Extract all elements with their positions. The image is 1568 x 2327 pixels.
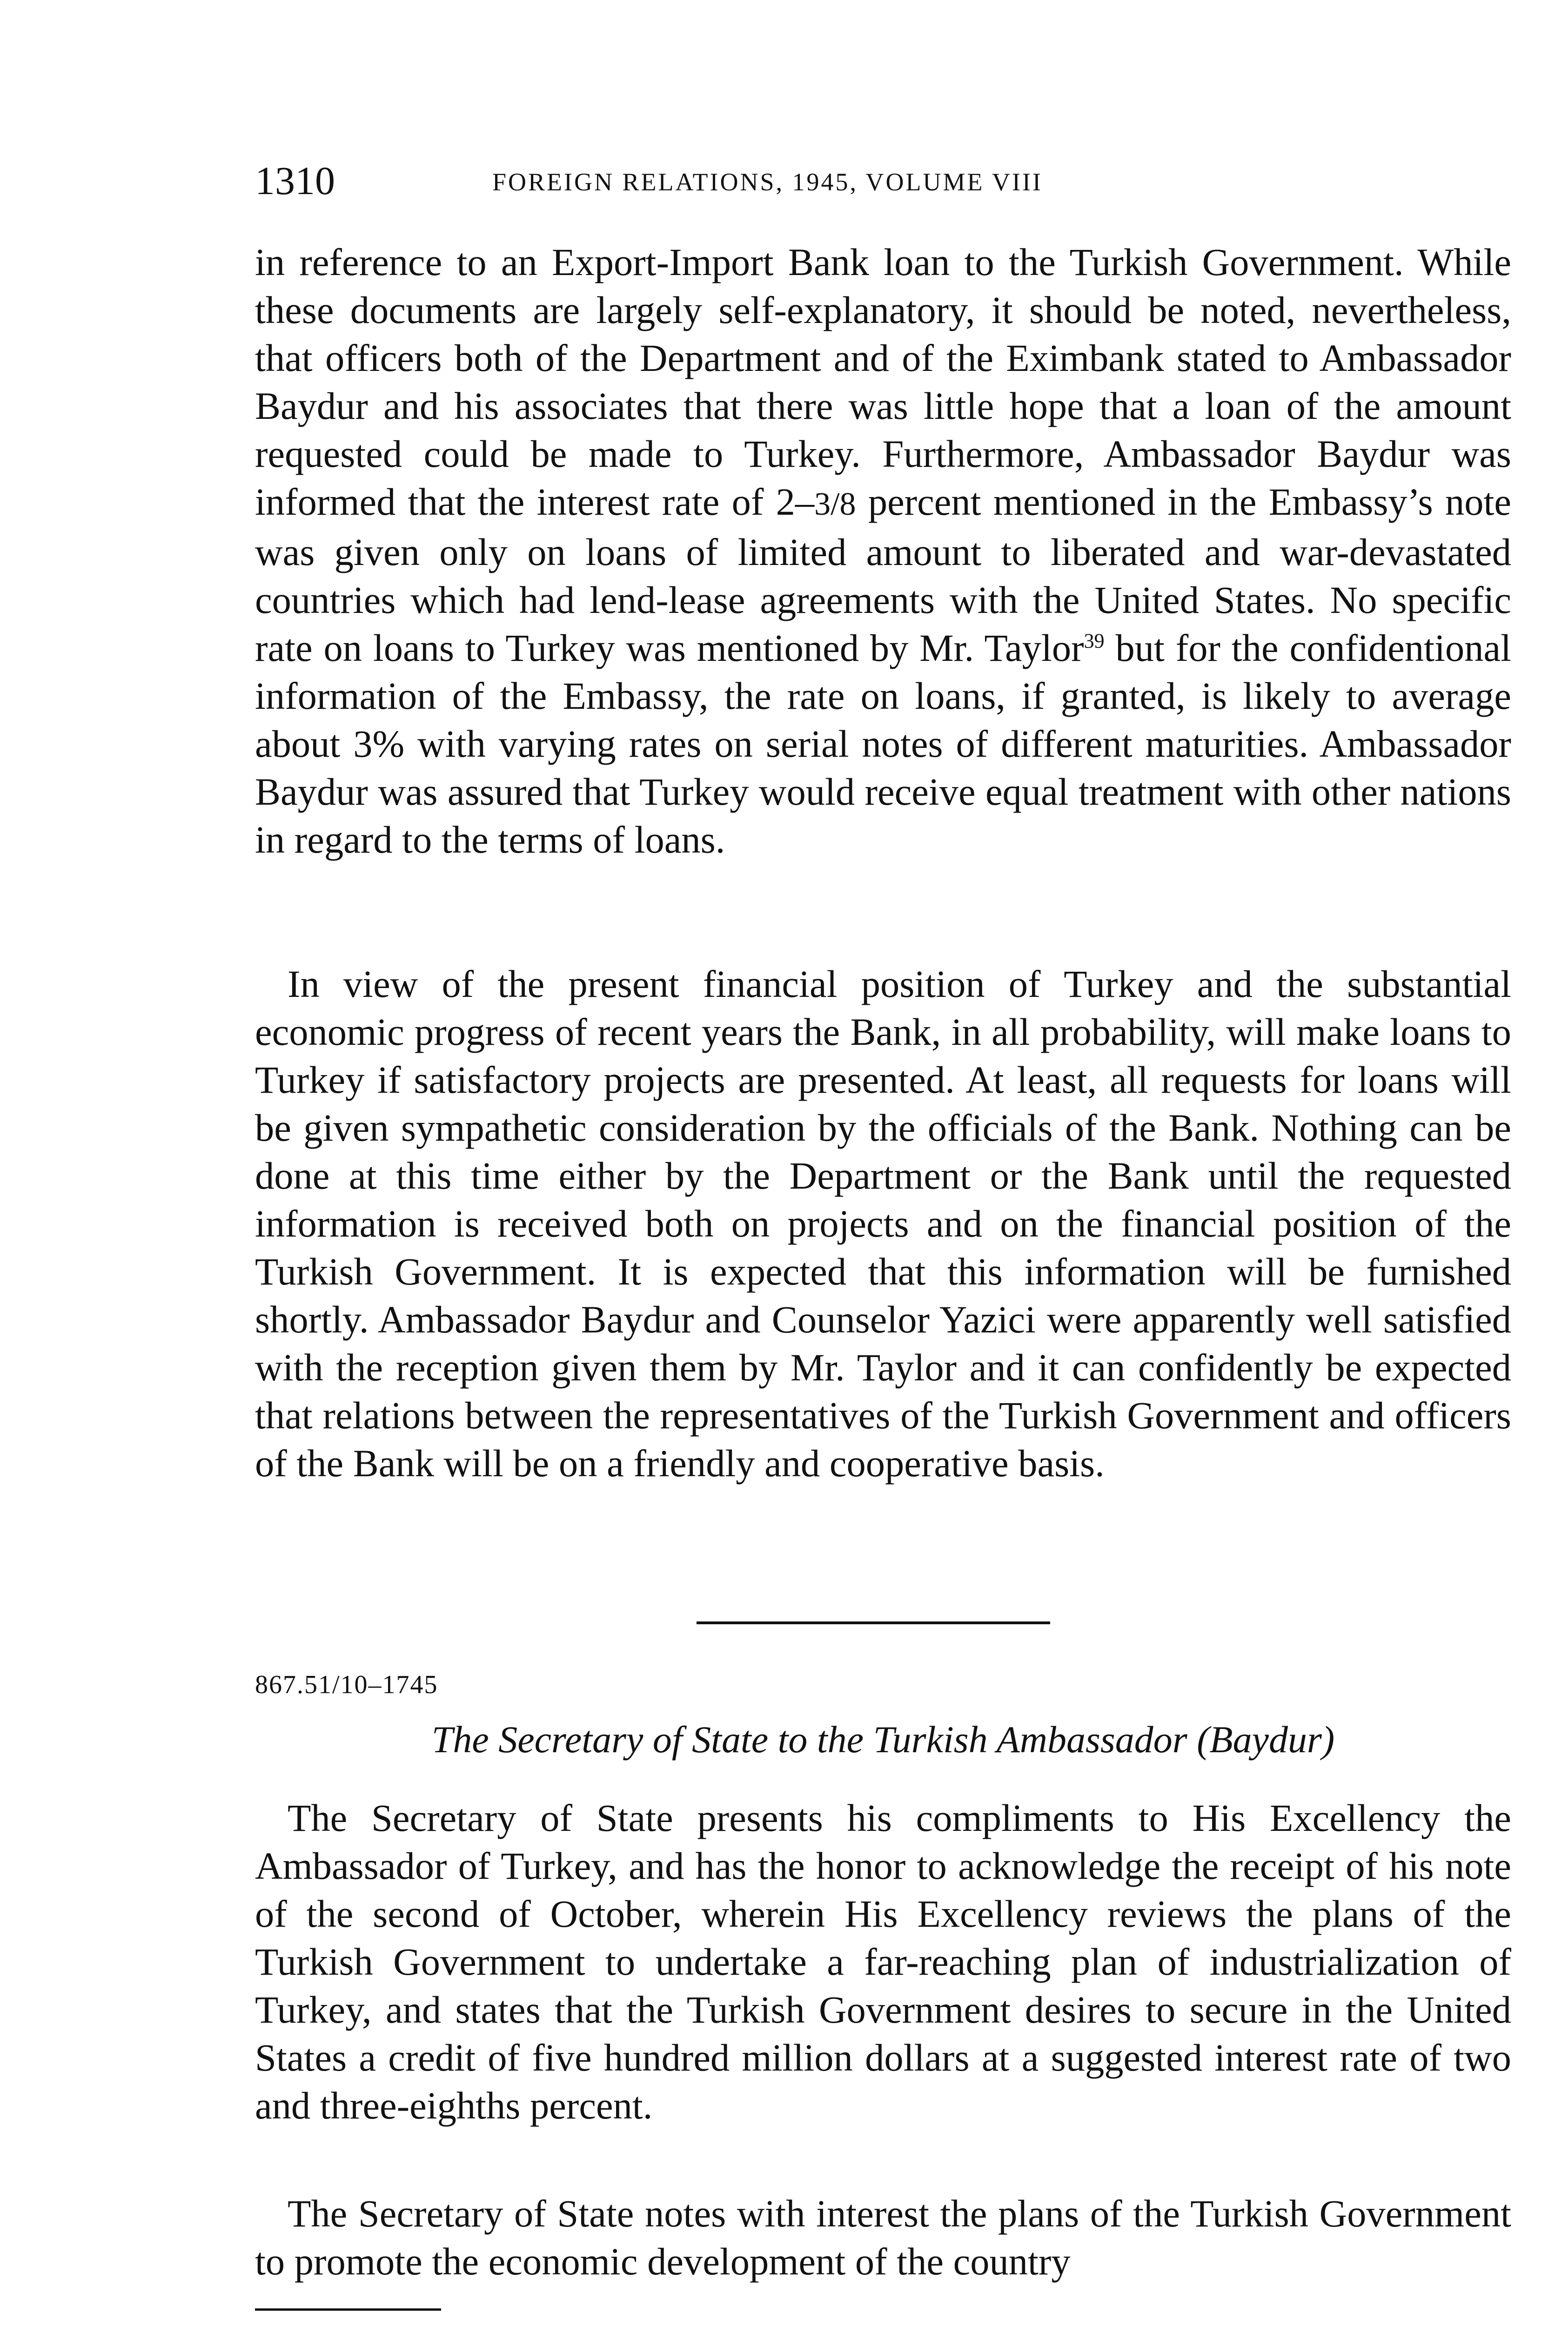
paragraph-1-text-a: in reference to an Export-Import Bank loan to the Turkish Government. While these documents are largely self-explanatory, it should be noted, nevertheless, that officers both of the Department and of the Eximbank stated to Ambassador Baydur and his associates that there was little hope that a loan of the amount requested could be made to Turkey. Furthermore, Ambassador Baydur was informed that the interest rate of 2– [255, 241, 1511, 523]
interest-fraction: 3/8 [814, 486, 856, 522]
page-number: 1310 [255, 158, 335, 203]
document-heading: The Secretary of State to the Turkish Ambassador (Baydur) [431, 1718, 1335, 1761]
section-divider [697, 1621, 1050, 1624]
footnote-reference[interactable]: 39 [1084, 629, 1105, 652]
footnote-divider [255, 2308, 441, 2311]
note-paragraph-2: The Secretary of State notes with interest the plans of the Turkish Government to promote the economic development of the country [255, 2192, 1511, 2283]
paragraph-1-text-c: but for the confidentional information of the Embassy, the rate on loans, if granted, is likely to average about 3% with varying rates on serial notes of different maturities. Ambassador Baydur was assured that Turkey would receive equal treatment with other nations in regard to the terms of loans. [255, 626, 1511, 861]
document-file-number: 867.51/10–1745 [255, 1670, 438, 1699]
body-paragraph-2: In view of the present financial position of Turkey and the substantial economic progress of recent years the Bank, in all probability, will make loans to Turkey if satisfactory projects are presented. At least, all requests for loans will be given sympathetic consideration by the officials of the Bank. Nothing can be done at this time either by the Department or the Bank until the requested information is received both on projects and on the financial position of the Turkish Government. It is expected that this information will be furnished shortly. Ambassador Baydur and Counselor Yazici were apparently well satisfied with the reception given them by Mr. Taylor and it can confidently be expected that relations between the representatives of the Turkish Government and officers of the Bank will be on a friendly and cooperative basis. [255, 962, 1511, 1485]
running-title: FOREIGN RELATIONS, 1945, VOLUME VIII [492, 168, 1043, 196]
body-paragraph-1 [255, 238, 1511, 864]
heading-main: The Secretary of State to the Turkish Ambassador [431, 1718, 1187, 1761]
heading-name: Baydur [1209, 1718, 1322, 1761]
page-header [255, 157, 1511, 213]
note-paragraph-1: The Secretary of State presents his compliments to His Excellency the Ambassador of Turkey, and has the honor to acknowledge the receipt of his note of the second of October, wherein His Excellency reviews the plans of the Turkish Government to undertake a far-reaching plan of industrialization of Turkey, and states that the Turkish Government desires to secure in the United States a credit of five hundred million dollars at a suggested interest rate of two and three-eighths percent. [255, 1796, 1511, 2127]
paragraph-1-text-b: percent mentioned in the Embassy’s note was given only on loans of limited amount to liberated and war-devastated countries which had lend-lease agreements with the United States. No specific rate on loans to Turkey was mentioned by Mr. Taylor [255, 480, 1511, 669]
